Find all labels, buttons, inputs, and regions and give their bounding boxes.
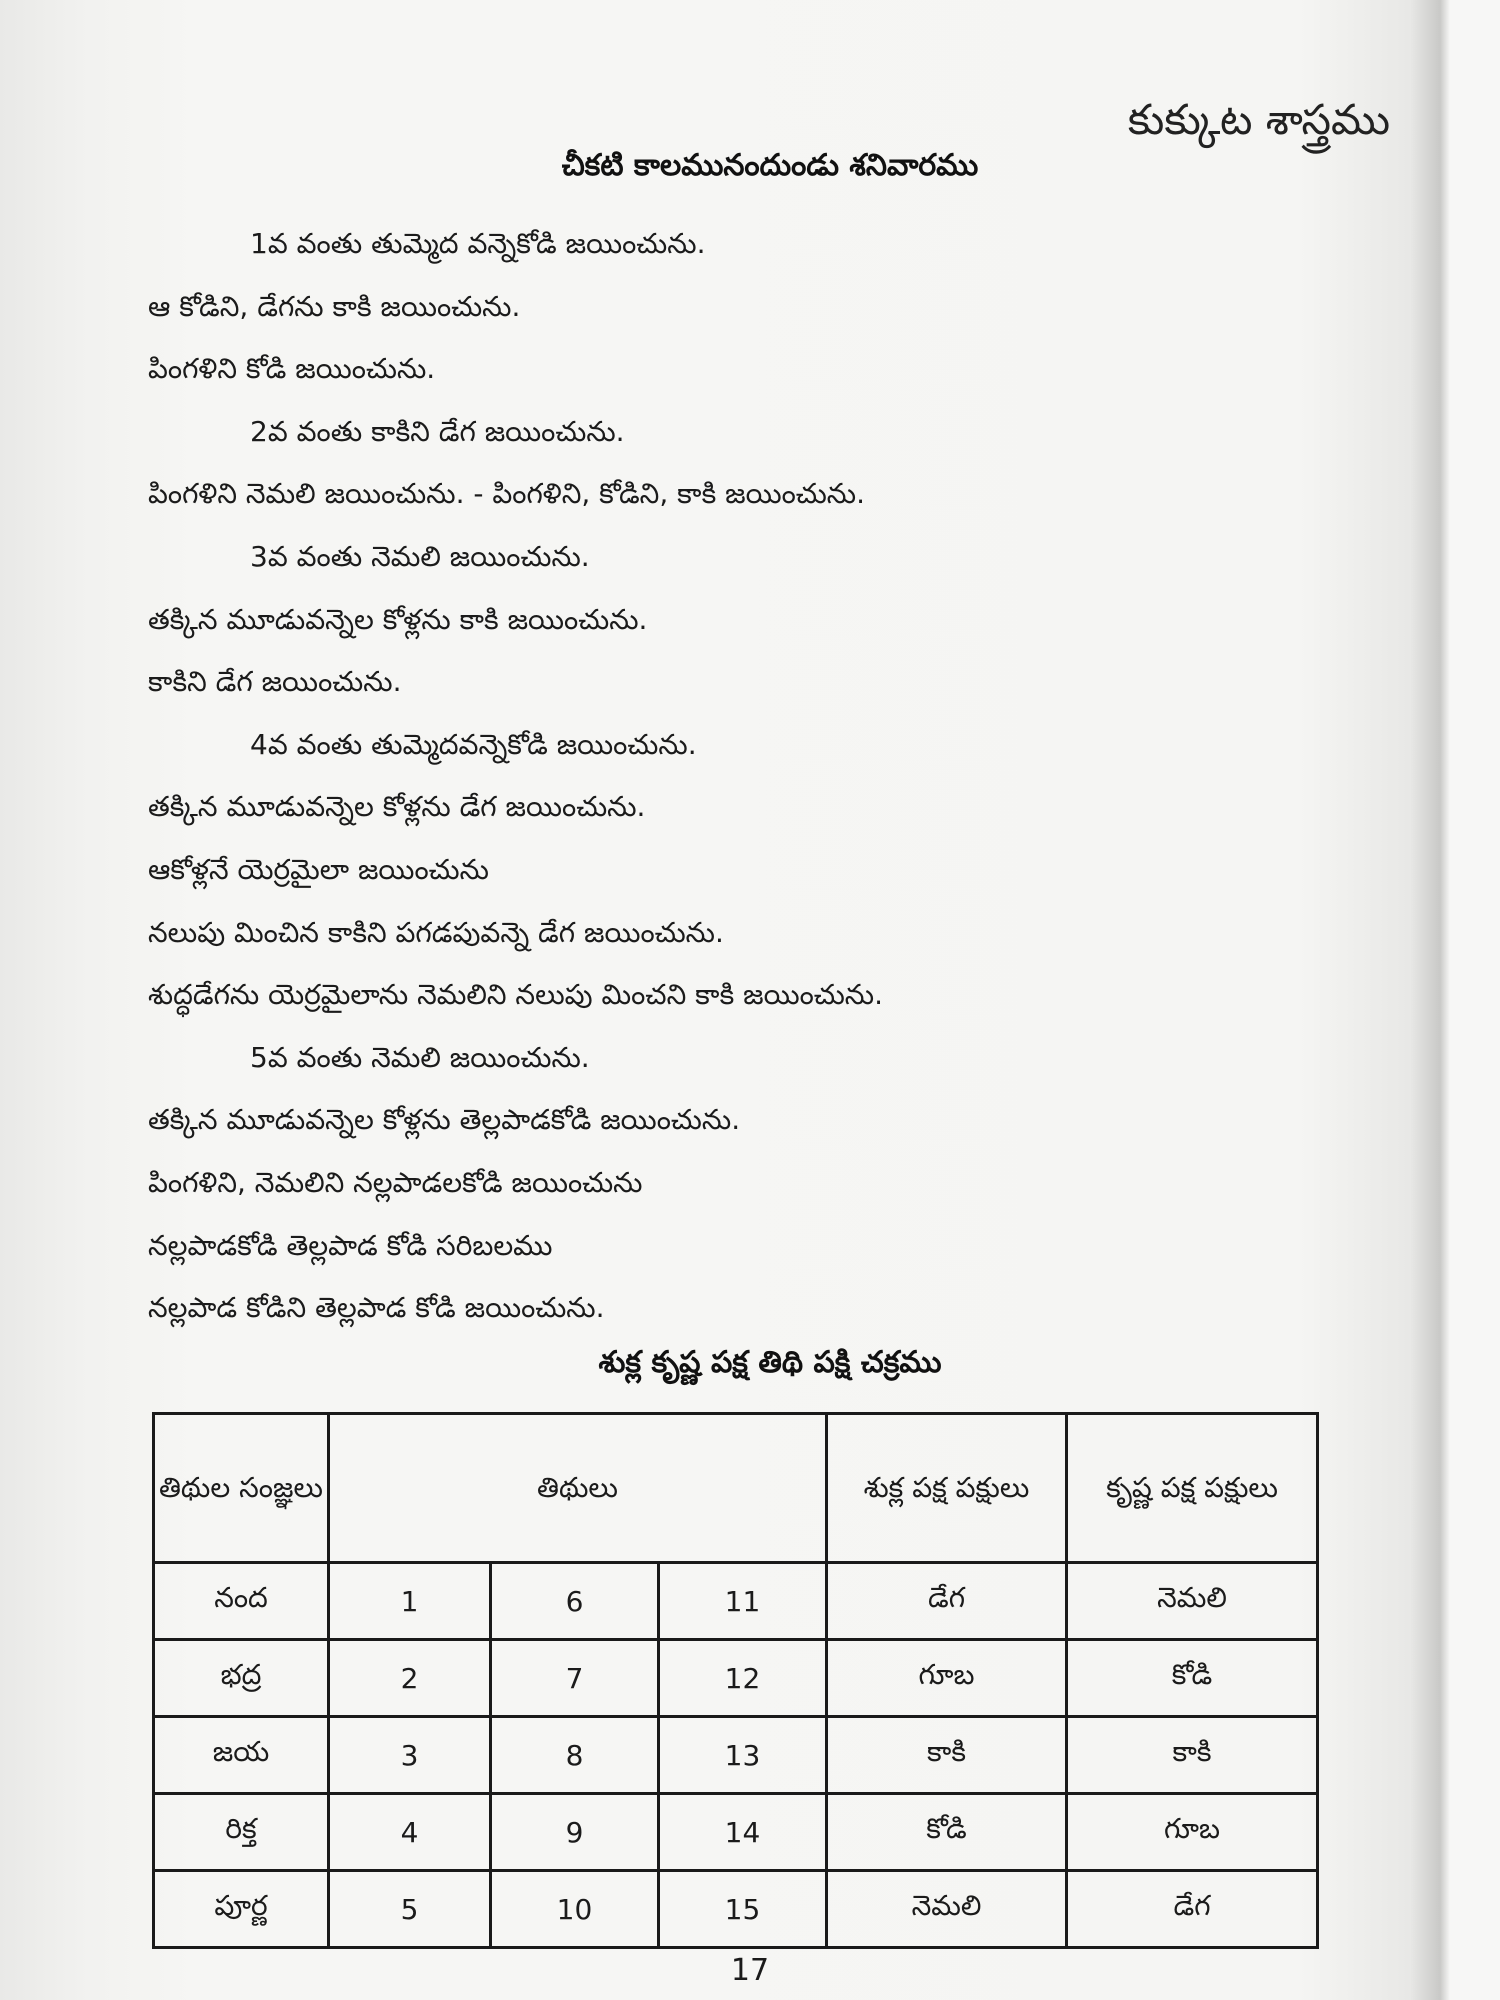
tithi-name-cell: భద్ర: [154, 1640, 329, 1717]
text-line: 5వ వంతు నెమలి జయించును.: [250, 1040, 590, 1074]
section-heading: చీకటి కాలమునందుండు శనివారము: [561, 148, 979, 183]
krishna-bird-cell: కోడి: [1067, 1640, 1318, 1717]
table-row: [154, 1794, 1318, 1871]
table-row: [154, 1563, 1318, 1640]
text-line: తక్కిన మూడువన్నెల కోళ్లను తెల్లపాడకోడి జయించును.: [148, 1103, 741, 1137]
text-line: ఆ కోడిని, డేగను కాకి జయించును.: [148, 289, 521, 323]
krishna-bird-cell: కాకి: [1067, 1717, 1318, 1794]
text-line: నల్లపాడకోడి తెల్లపాడ కోడి సరిబలము: [148, 1228, 553, 1262]
text-line: 2వ వంతు కాకిని డేగ జయించును.: [250, 414, 625, 448]
tithi-number-cell: 14: [659, 1794, 827, 1871]
tithi-number-cell: 3: [329, 1717, 491, 1794]
text-line: 4వ వంతు తుమ్మెదవన్నెకోడి జయించును.: [250, 727, 697, 761]
text-line: నలుపు మించిన కాకిని పగడపువన్నె డేగ జయించును.: [148, 915, 724, 949]
shukla-bird-cell: నెమలి: [827, 1871, 1067, 1948]
text-line: కాకిని డేగ జయించును.: [148, 665, 402, 699]
text-line: తక్కిన మూడువన్నెల కోళ్లను డేగ జయించును.: [148, 790, 646, 824]
tithi-number-cell: 7: [491, 1640, 659, 1717]
tithi-bird-table: [152, 1412, 1319, 1949]
tithi-number-cell: 12: [659, 1640, 827, 1717]
tithi-number-cell: 8: [491, 1717, 659, 1794]
table-row: [154, 1640, 1318, 1717]
text-line: పింగళిని కోడి జయించును.: [148, 352, 436, 386]
tithi-name-cell: జయ: [154, 1717, 329, 1794]
table-row: [154, 1871, 1318, 1948]
tithi-name-cell: పూర్ణ: [154, 1871, 329, 1948]
table-heading: శుక్ల కృష్ణ పక్ష తిథి పక్షి చక్రము: [598, 1345, 942, 1380]
shukla-bird-cell: కాకి: [827, 1717, 1067, 1794]
krishna-bird-cell: డేగ: [1067, 1871, 1318, 1948]
text-line: ఆకోళ్లనే యెర్రమైలా జయించును: [148, 852, 489, 886]
tithi-name-cell: నంద: [154, 1563, 329, 1640]
tithi-number-cell: 6: [491, 1563, 659, 1640]
text-line: పింగళిని నెమలి జయించును. - పింగళిని, కోడిని, కాకి జయించును.: [148, 477, 866, 511]
tithi-number-cell: 9: [491, 1794, 659, 1871]
header-shukla-birds: శుక్ల పక్ష పక్షులు: [827, 1414, 1067, 1563]
header-krishna-birds: కృష్ణ పక్ష పక్షులు: [1067, 1414, 1318, 1563]
krishna-bird-cell: గూబ: [1067, 1794, 1318, 1871]
page-number: 17: [730, 1953, 770, 1988]
running-header-title: కుక్కుట శాస్త్రము: [1127, 95, 1390, 144]
tithi-number-cell: 13: [659, 1717, 827, 1794]
shukla-bird-cell: డేగ: [827, 1563, 1067, 1640]
text-line: 3వ వంతు నెమలి జయించును.: [250, 539, 590, 573]
krishna-bird-cell: నెమలి: [1067, 1563, 1318, 1640]
header-tithulu: తిథులు: [329, 1414, 827, 1563]
header-tithi-names: తిథుల సంజ్ఞలు: [154, 1414, 329, 1563]
shukla-bird-cell: గూబ: [827, 1640, 1067, 1717]
text-line: తక్కిన మూడువన్నెల కోళ్లను కాకి జయించును.: [148, 602, 648, 636]
tithi-number-cell: 2: [329, 1640, 491, 1717]
tithi-number-cell: 1: [329, 1563, 491, 1640]
tithi-number-cell: 5: [329, 1871, 491, 1948]
tithi-number-cell: 10: [491, 1871, 659, 1948]
table-header-row: [154, 1414, 1318, 1563]
text-line: 1వ వంతు తుమ్మెద వన్నెకోడి జయించును.: [250, 227, 706, 260]
tithi-number-cell: 4: [329, 1794, 491, 1871]
body-text: [148, 213, 1338, 1340]
tithi-name-cell: రిక్త: [154, 1794, 329, 1871]
text-line: పింగళిని, నెమలిని నల్లపాడలకోడి జయించును: [148, 1165, 643, 1199]
tithi-number-cell: 11: [659, 1563, 827, 1640]
tithi-number-cell: 15: [659, 1871, 827, 1948]
text-line: నల్లపాడ కోడిని తెల్లపాడ కోడి జయించును.: [148, 1291, 605, 1325]
text-line: శుద్ధడేగను యెర్రమైలాను నెమలిని నలుపు మించని కాకి జయించును.: [148, 978, 884, 1012]
shukla-bird-cell: కోడి: [827, 1794, 1067, 1871]
table-row: [154, 1717, 1318, 1794]
